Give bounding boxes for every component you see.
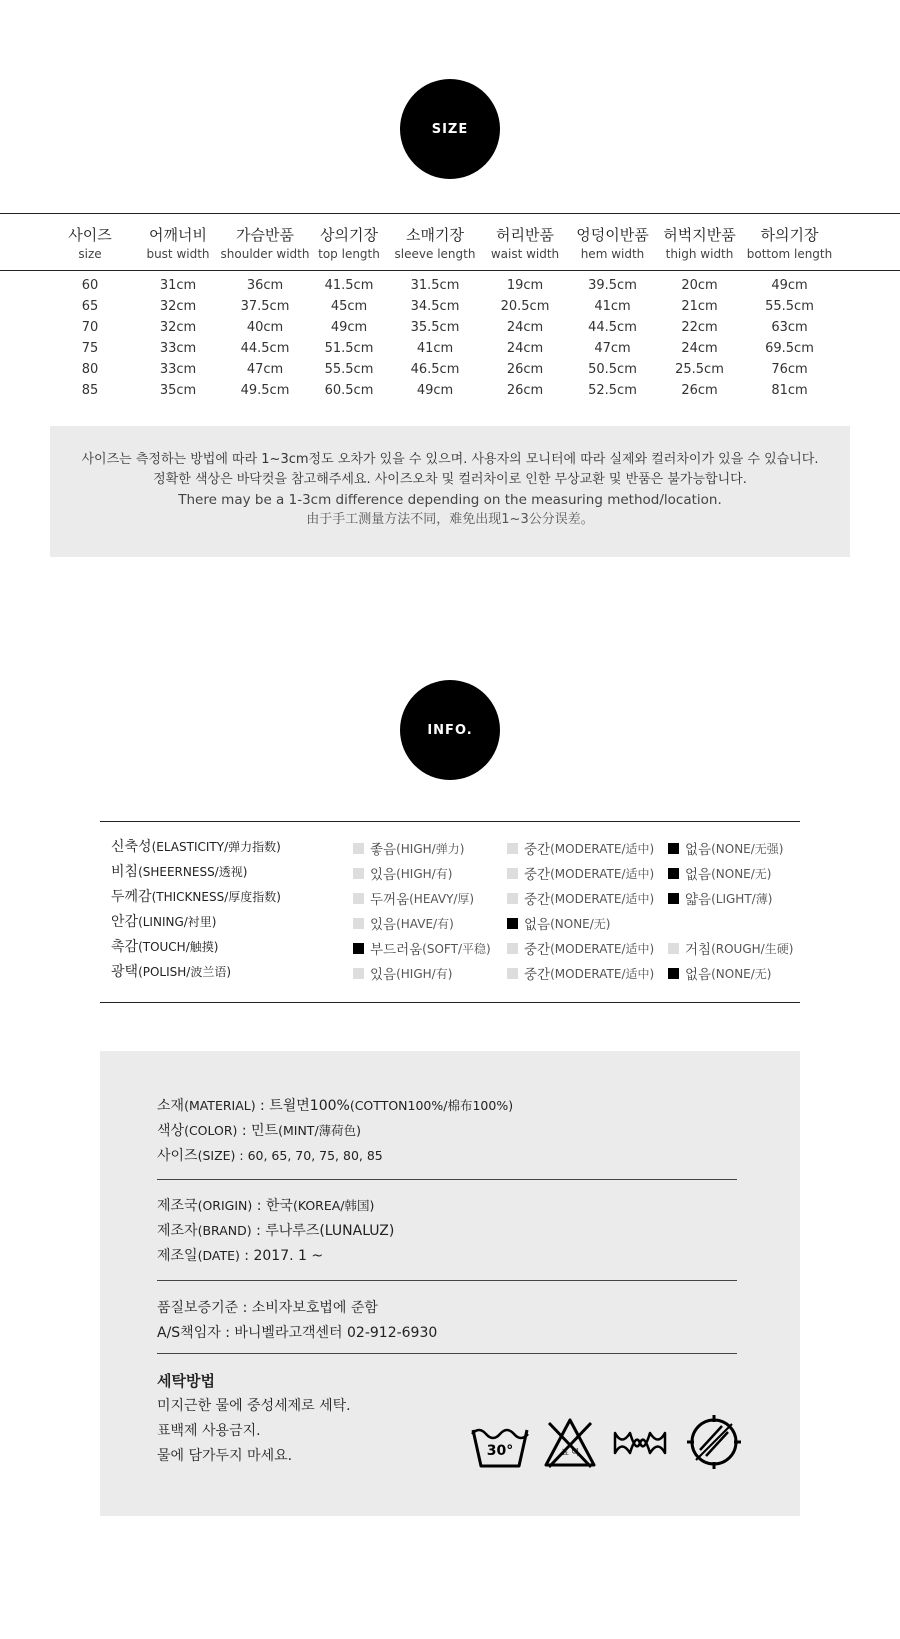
col-label-en: shoulder width bbox=[220, 247, 310, 261]
info-row-label bbox=[111, 911, 217, 931]
date-value: : 2017. 1 ~ bbox=[239, 1248, 324, 1264]
do-not-tumble-dry-icon bbox=[686, 1414, 742, 1470]
brand-line bbox=[157, 1220, 394, 1240]
option-sub: (NONE/无) bbox=[711, 966, 772, 981]
details-divider bbox=[157, 1353, 737, 1354]
col-sleeve-length bbox=[390, 224, 480, 261]
label-sub: (SHEERNESS/透视) bbox=[138, 865, 248, 879]
unselected-square-icon bbox=[353, 843, 364, 854]
wash-title: 세탁방법 bbox=[157, 1372, 215, 1390]
option-none bbox=[668, 863, 771, 883]
option-light bbox=[668, 888, 772, 908]
bleach-label: 표 백 bbox=[561, 1448, 579, 1457]
option-sub: (HIGH/有) bbox=[396, 966, 453, 981]
info-top-rule bbox=[100, 821, 800, 822]
table-cell: 39.5cm bbox=[588, 278, 637, 293]
col-hem-width bbox=[565, 224, 660, 261]
material-label-sub: (MATERIAL) bbox=[184, 1098, 256, 1113]
table-cell: 24cm bbox=[681, 341, 718, 356]
option-sub: (NONE/无) bbox=[550, 916, 611, 931]
details-divider bbox=[157, 1280, 737, 1281]
info-row-touch bbox=[111, 936, 811, 961]
option-sub: (NONE/无强) bbox=[711, 841, 784, 856]
option-ko: 얇음 bbox=[685, 892, 712, 908]
date-line bbox=[157, 1245, 323, 1265]
col-label-en: waist width bbox=[490, 247, 560, 261]
no-bleach-icon bbox=[543, 1417, 597, 1469]
color-label-sub: (COLOR) bbox=[184, 1123, 238, 1138]
option-sub: (MODERATE/适中) bbox=[550, 841, 655, 856]
col-label-ko: 허리반품 bbox=[496, 226, 554, 244]
option-sub: (HEAVY/厚) bbox=[409, 891, 475, 906]
option-sub: (HAVE/有) bbox=[396, 916, 454, 931]
table-cell: 60.5cm bbox=[324, 383, 374, 398]
option-high bbox=[353, 963, 452, 983]
table-cell: 33cm bbox=[159, 341, 197, 356]
quality-line: 품질보증기준 : 소비자보호법에 준함 bbox=[157, 1300, 378, 1316]
color-value: : 민트 bbox=[237, 1123, 279, 1139]
selected-square-icon bbox=[507, 918, 518, 929]
table-cell: 49.5cm bbox=[240, 383, 290, 398]
unselected-square-icon bbox=[507, 968, 518, 979]
option-ko: 중간 bbox=[524, 842, 551, 858]
info-row-label bbox=[111, 836, 281, 856]
table-cell: 44.5cm bbox=[588, 320, 637, 335]
table-cell: 34.5cm bbox=[410, 299, 460, 314]
info-row-label bbox=[111, 861, 247, 881]
wash-line: 미지근한 물에 중성세제로 세탁. bbox=[157, 1398, 351, 1414]
label-ko: 비침 bbox=[111, 864, 139, 880]
option-ko: 없음 bbox=[524, 917, 551, 933]
table-cell: 32cm bbox=[159, 299, 197, 314]
table-cell: 26cm bbox=[506, 362, 544, 377]
table-cell: 21cm bbox=[681, 299, 718, 314]
option-sub: (HIGH/弹力) bbox=[396, 841, 465, 856]
option-ko: 중간 bbox=[524, 967, 551, 983]
info-badge bbox=[400, 680, 500, 780]
wash-temp-label: 30° bbox=[486, 1443, 514, 1459]
option-ko: 없음 bbox=[685, 867, 712, 883]
table-cell: 85 bbox=[81, 383, 99, 398]
col-label-en: top length bbox=[318, 247, 380, 261]
selected-square-icon bbox=[668, 843, 679, 854]
table-cell: 81cm bbox=[771, 383, 808, 398]
table-cell: 55.5cm bbox=[324, 362, 374, 377]
col-label-ko: 가슴반품 bbox=[236, 226, 294, 244]
label-sub: (TOUCH/触摸) bbox=[138, 940, 219, 954]
as-contact-line: A/S책임자 : 바니벨라고객센터 02-912-6930 bbox=[157, 1325, 438, 1341]
option-rough bbox=[668, 938, 793, 958]
table-cell: 41.5cm bbox=[324, 278, 374, 293]
table-cell: 37.5cm bbox=[240, 299, 290, 314]
option-ko: 중간 bbox=[524, 942, 551, 958]
label-ko: 안감 bbox=[111, 914, 139, 930]
wash-line: 표백제 사용금지. bbox=[157, 1423, 261, 1439]
col-label-ko: 상의기장 bbox=[320, 226, 378, 244]
option-sub: (MODERATE/适中) bbox=[550, 866, 655, 881]
table-row bbox=[0, 278, 900, 299]
label-sub: (POLISH/波兰语) bbox=[138, 965, 232, 979]
label-sub: (THICKNESS/厚度指数) bbox=[151, 890, 281, 904]
selected-square-icon bbox=[353, 943, 364, 954]
table-row bbox=[0, 341, 900, 362]
table-cell: 52.5cm bbox=[588, 383, 637, 398]
option-sub: (LIGHT/薄) bbox=[711, 891, 773, 906]
table-cell: 35.5cm bbox=[410, 320, 460, 335]
option-soft bbox=[353, 938, 491, 958]
info-row-label bbox=[111, 961, 231, 981]
brand-label: 제조자 bbox=[157, 1223, 198, 1239]
table-cell: 31cm bbox=[159, 278, 197, 293]
info-row-thickness bbox=[111, 886, 811, 911]
color-label: 색상 bbox=[157, 1123, 185, 1139]
table-cell: 20cm bbox=[681, 278, 718, 293]
table-cell: 35cm bbox=[159, 383, 197, 398]
option-sub: (SOFT/平稳) bbox=[422, 941, 491, 956]
col-label-en: bust width bbox=[146, 247, 210, 261]
origin-label-sub: (ORIGIN) bbox=[197, 1198, 253, 1213]
table-cell: 49cm bbox=[771, 278, 808, 293]
table-cell: 70 bbox=[81, 320, 99, 335]
unselected-square-icon bbox=[507, 843, 518, 854]
table-row bbox=[0, 383, 900, 404]
notice-line-1: 사이즈는 측정하는 방법에 따라 1~3cm정도 오차가 있을 수 있으며. 사용자의 모니터에 따라 실제와 컬러차이가 있을 수 있습니다. bbox=[81, 452, 819, 467]
option-moderate bbox=[507, 838, 654, 858]
col-label-en: thigh width bbox=[665, 247, 734, 261]
option-ko: 없음 bbox=[685, 842, 712, 858]
option-ko: 없음 bbox=[685, 967, 712, 983]
col-label-en: bottom length bbox=[746, 247, 833, 261]
table-row bbox=[0, 362, 900, 383]
option-ko: 거침 bbox=[685, 942, 712, 958]
option-ko: 좋음 bbox=[370, 842, 397, 858]
col-label-en: sleeve length bbox=[394, 247, 476, 261]
label-ko: 두께감 bbox=[111, 889, 152, 905]
table-cell: 80 bbox=[81, 362, 99, 377]
origin-value: : 한국 bbox=[252, 1198, 293, 1214]
option-none bbox=[507, 913, 610, 933]
table-row bbox=[0, 320, 900, 341]
table-cell: 24cm bbox=[506, 320, 544, 335]
option-sub: (HIGH/有) bbox=[396, 866, 453, 881]
sizes-line bbox=[157, 1145, 383, 1165]
wash-30-icon bbox=[470, 1422, 530, 1470]
unselected-square-icon bbox=[353, 918, 364, 929]
option-have bbox=[353, 913, 454, 933]
col-label-en: hem width bbox=[580, 247, 645, 261]
label-ko: 촉감 bbox=[111, 939, 139, 955]
date-label: 제조일 bbox=[157, 1248, 198, 1264]
origin-line bbox=[157, 1195, 374, 1215]
table-cell: 22cm bbox=[681, 320, 718, 335]
origin-label: 제조국 bbox=[157, 1198, 198, 1214]
col-label-ko: 엉덩이반품 bbox=[576, 226, 649, 244]
size-table-top-rule bbox=[0, 213, 900, 214]
unselected-square-icon bbox=[507, 868, 518, 879]
option-heavy bbox=[353, 888, 474, 908]
col-bottom-length bbox=[742, 224, 837, 261]
table-cell: 69.5cm bbox=[765, 341, 814, 356]
label-ko: 신축성 bbox=[111, 839, 152, 855]
table-cell: 19cm bbox=[506, 278, 544, 293]
color-line bbox=[157, 1120, 361, 1140]
col-label-en: size bbox=[78, 247, 102, 261]
size-value: : 60, 65, 70, 75, 80, 85 bbox=[235, 1148, 383, 1163]
table-cell: 45cm bbox=[330, 299, 368, 314]
info-row-sheerness bbox=[111, 861, 811, 886]
info-row-elasticity bbox=[111, 836, 811, 861]
option-ko: 중간 bbox=[524, 867, 551, 883]
table-cell: 63cm bbox=[771, 320, 808, 335]
table-cell: 60 bbox=[81, 278, 99, 293]
table-cell: 55.5cm bbox=[765, 299, 814, 314]
table-cell: 41cm bbox=[594, 299, 631, 314]
option-ko: 있음 bbox=[370, 867, 397, 883]
unselected-square-icon bbox=[353, 893, 364, 904]
table-cell: 20.5cm bbox=[500, 299, 550, 314]
table-cell: 65 bbox=[81, 299, 99, 314]
table-cell: 26cm bbox=[506, 383, 544, 398]
table-cell: 51.5cm bbox=[324, 341, 374, 356]
col-shoulder-width bbox=[220, 224, 310, 261]
brand-label-sub: (BRAND) bbox=[197, 1223, 252, 1238]
size-notice-box bbox=[50, 426, 850, 557]
info-badge-label: INFO. bbox=[427, 722, 473, 738]
col-bust-width bbox=[133, 224, 223, 261]
size-table-header-rule bbox=[0, 270, 900, 271]
material-value-sub: (COTTON100%/棉布100%) bbox=[349, 1098, 514, 1113]
info-bottom-rule bbox=[100, 1002, 800, 1003]
material-label: 소재 bbox=[157, 1098, 185, 1114]
option-moderate bbox=[507, 888, 654, 908]
color-value-sub: (MINT/薄荷色) bbox=[278, 1123, 362, 1138]
option-none bbox=[668, 963, 771, 983]
col-label-ko: 허벅지반품 bbox=[663, 226, 736, 244]
option-high bbox=[353, 838, 464, 858]
date-label-sub: (DATE) bbox=[197, 1248, 240, 1263]
option-sub: (MODERATE/适中) bbox=[550, 891, 655, 906]
table-cell: 49cm bbox=[330, 320, 368, 335]
table-cell: 32cm bbox=[159, 320, 197, 335]
option-moderate bbox=[507, 938, 654, 958]
unselected-square-icon bbox=[507, 943, 518, 954]
option-sub: (NONE/无) bbox=[711, 866, 772, 881]
material-line bbox=[157, 1095, 513, 1115]
product-details-box bbox=[100, 1051, 800, 1516]
table-cell: 25.5cm bbox=[675, 362, 724, 377]
material-value: : 트윌면100% bbox=[255, 1098, 350, 1114]
table-cell: 47cm bbox=[594, 341, 631, 356]
col-label-ko: 하의기장 bbox=[760, 226, 819, 244]
wash-line: 물에 담가두지 마세요. bbox=[157, 1448, 293, 1464]
notice-line-4: 由于手工测量方法不同，难免出现1~3公分误差。 bbox=[306, 512, 594, 527]
option-ko: 부드러움 bbox=[370, 942, 423, 958]
info-row-label bbox=[111, 936, 218, 956]
option-sub: (ROUGH/生硬) bbox=[711, 941, 794, 956]
col-size bbox=[50, 224, 130, 261]
unselected-square-icon bbox=[507, 893, 518, 904]
option-none bbox=[668, 838, 783, 858]
table-cell: 76cm bbox=[771, 362, 808, 377]
table-cell: 36cm bbox=[246, 278, 284, 293]
option-ko: 두꺼움 bbox=[370, 892, 410, 908]
selected-square-icon bbox=[668, 893, 679, 904]
option-ko: 중간 bbox=[524, 892, 551, 908]
option-high bbox=[353, 863, 452, 883]
table-cell: 31.5cm bbox=[410, 278, 460, 293]
table-cell: 41cm bbox=[416, 341, 454, 356]
col-label-ko: 사이즈 bbox=[68, 226, 112, 244]
unselected-square-icon bbox=[353, 868, 364, 879]
origin-value-sub: (KOREA/韩国) bbox=[292, 1198, 375, 1213]
label-sub: (ELASTICITY/弹力指数) bbox=[151, 840, 281, 854]
info-row-lining bbox=[111, 911, 811, 936]
selected-square-icon bbox=[668, 968, 679, 979]
col-top-length bbox=[309, 224, 389, 261]
info-row-polish bbox=[111, 961, 811, 986]
table-cell: 44.5cm bbox=[240, 341, 290, 356]
notice-line-2: 정확한 색상은 바닥컷을 참고해주세요. 사이즈오차 및 컬러차이로 인한 무상교환 및 반품은 불가능합니다. bbox=[153, 472, 747, 487]
details-divider bbox=[157, 1179, 737, 1180]
option-sub: (MODERATE/适中) bbox=[550, 966, 655, 981]
table-cell: 49cm bbox=[416, 383, 454, 398]
option-ko: 있음 bbox=[370, 967, 397, 983]
table-cell: 75 bbox=[81, 341, 99, 356]
size-label-sub: (SIZE) bbox=[197, 1148, 236, 1163]
label-sub: (LINING/衬里) bbox=[138, 915, 217, 929]
table-cell: 40cm bbox=[246, 320, 284, 335]
option-moderate bbox=[507, 963, 654, 983]
option-sub: (MODERATE/适中) bbox=[550, 941, 655, 956]
table-cell: 47cm bbox=[246, 362, 284, 377]
unselected-square-icon bbox=[668, 943, 679, 954]
col-label-ko: 어깨너비 bbox=[149, 226, 207, 244]
info-row-label bbox=[111, 886, 281, 906]
table-cell: 33cm bbox=[159, 362, 197, 377]
table-cell: 24cm bbox=[506, 341, 544, 356]
brand-value: : 루나루즈(LUNALUZ) bbox=[251, 1223, 395, 1239]
unselected-square-icon bbox=[353, 968, 364, 979]
table-cell: 50.5cm bbox=[588, 362, 637, 377]
col-label-ko: 소매기장 bbox=[406, 226, 464, 244]
size-badge bbox=[400, 79, 500, 179]
do-not-wring-icon bbox=[612, 1428, 668, 1458]
selected-square-icon bbox=[668, 868, 679, 879]
col-waist-width bbox=[480, 224, 570, 261]
table-cell: 46.5cm bbox=[410, 362, 460, 377]
table-row bbox=[0, 299, 900, 320]
option-ko: 있음 bbox=[370, 917, 397, 933]
size-badge-label: SIZE bbox=[431, 121, 469, 137]
label-ko: 광택 bbox=[111, 964, 139, 980]
col-thigh-width bbox=[652, 224, 747, 261]
notice-line-3: There may be a 1-3cm difference depending on the measuring method/location. bbox=[178, 492, 722, 508]
size-label: 사이즈 bbox=[157, 1148, 198, 1164]
table-cell: 26cm bbox=[681, 383, 718, 398]
option-moderate bbox=[507, 863, 654, 883]
